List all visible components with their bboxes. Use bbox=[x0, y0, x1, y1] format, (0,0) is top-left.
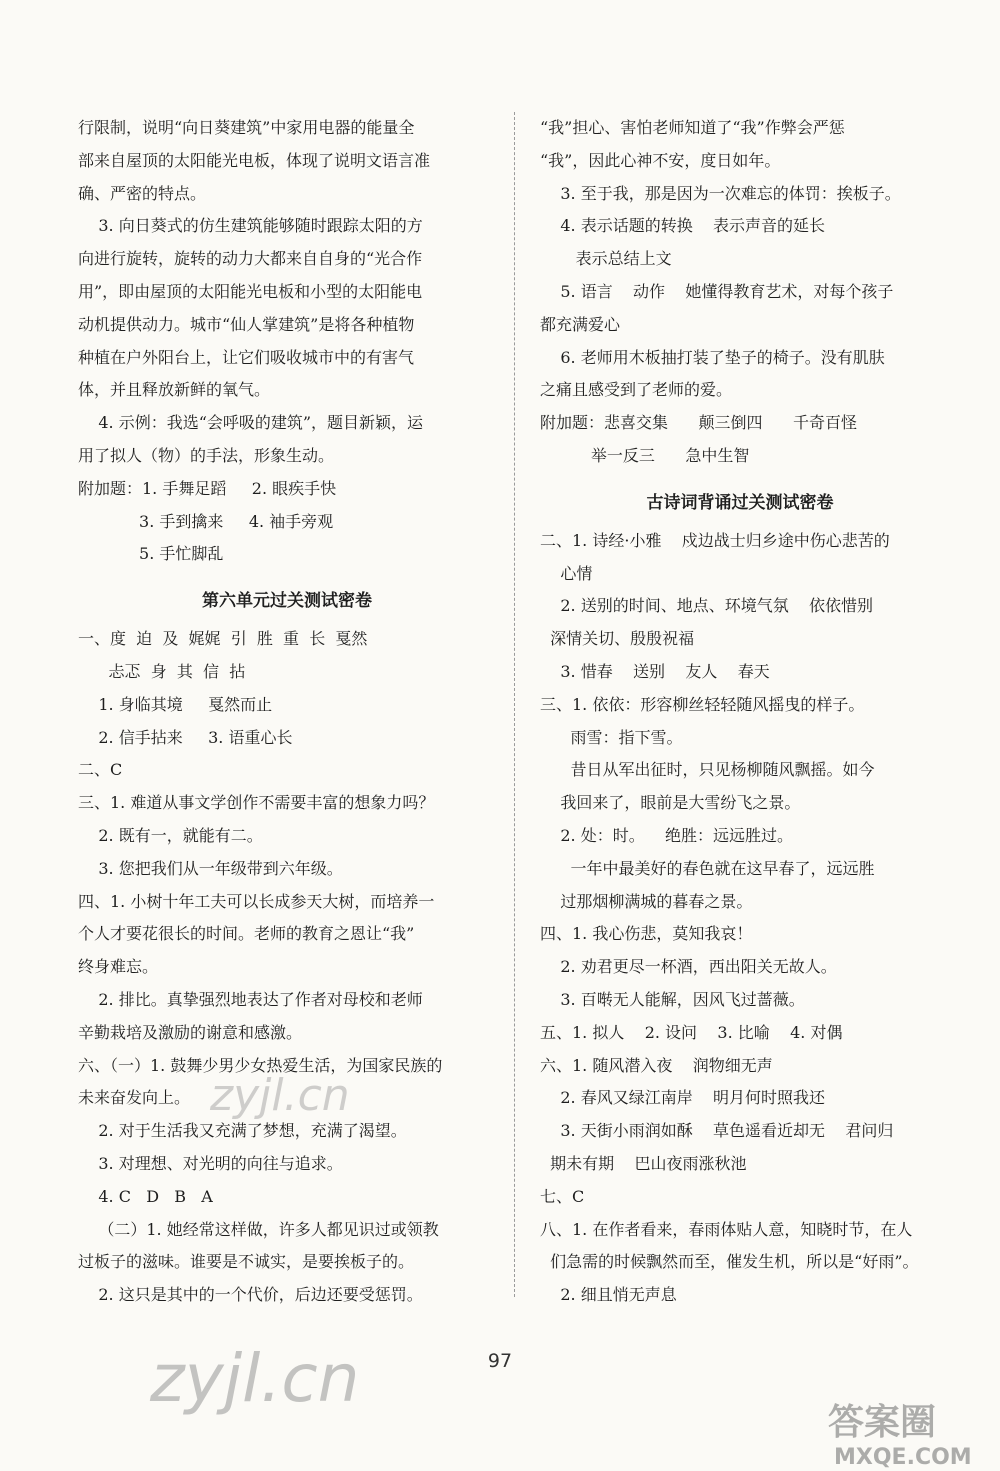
text-line: 忐忑 身 其 信 拈 bbox=[78, 661, 246, 681]
text-line: 2. 这只是其中的一个代价，后边还要受惩罚。 bbox=[78, 1285, 423, 1305]
text-line: 辛勤栽培及激励的谢意和感激。 bbox=[78, 1022, 303, 1042]
section-heading: 第六单元过关测试密卷 bbox=[202, 591, 372, 612]
text-line: 4. 表示话题的转换 表示声音的延长 bbox=[540, 216, 826, 236]
logo-text: 答案圈 bbox=[828, 1402, 937, 1443]
text-line: 3. 对理想、对光明的向往与追求。 bbox=[78, 1153, 343, 1173]
text-line: 我回来了，眼前是大雪纷飞之景。 bbox=[540, 793, 801, 813]
text-line: 种植在户外阳台上，让它们吸收城市中的有害气 bbox=[78, 347, 415, 367]
text-line: 4. C D B A bbox=[78, 1186, 213, 1206]
text-line: 表示总结上文 bbox=[540, 249, 672, 269]
text-line: 行限制，说明“向日葵建筑”中家用电器的能量全 bbox=[78, 118, 415, 137]
text-line: 都充满爱心 bbox=[540, 314, 621, 334]
watermark: zyjl.cn bbox=[150, 1340, 360, 1417]
text-line: 3. 手到擒来 4. 袖手旁观 bbox=[78, 511, 334, 531]
text-line: 二、C bbox=[78, 760, 123, 780]
text-line: 体，并且释放新鲜的氧气。 bbox=[78, 380, 271, 400]
text-line: 之痛且感受到了老师的爱。 bbox=[540, 380, 733, 400]
text-line: （二）1. 她经常这样做，许多人都见识过或领教 bbox=[78, 1219, 439, 1239]
text-line: 3. 天街小雨润如酥 草色遥看近却无 君问归 bbox=[540, 1121, 894, 1141]
text-line: 用了拟人（物）的手法，形象生动。 bbox=[78, 445, 335, 465]
text-line: 昔日从军出征时，只见杨柳随风飘摇。如今 bbox=[540, 760, 875, 780]
text-line: 四、1. 小树十年工夫可以长成参天大树，而培养一 bbox=[78, 891, 435, 911]
text-line: 举一反三 急中生智 bbox=[540, 445, 750, 465]
text-line: 附加题：1. 手舞足蹈 2. 眼疾手快 bbox=[78, 478, 337, 498]
text-line: 5. 手忙脚乱 bbox=[78, 544, 224, 564]
text-line: 部来自屋顶的太阳能光电板，体现了说明文语言准 bbox=[78, 150, 431, 170]
text-line: 七、C bbox=[540, 1186, 585, 1206]
text-line: 附加题：悲喜交集 颠三倒四 千奇百怪 bbox=[540, 413, 858, 433]
text-line: 未来奋发向上。 bbox=[78, 1088, 191, 1108]
text-line: 六、（一）1. 鼓舞少男少女热爱生活，为国家民族的 bbox=[78, 1055, 443, 1075]
text-line: 五、1. 拟人 2. 设问 3. 比喻 4. 对偶 bbox=[540, 1022, 843, 1042]
text-line: “我”，因此心神不安，度日如年。 bbox=[540, 150, 781, 170]
text-line: 用”，即由屋顶的太阳能光电板和小型的太阳能电 bbox=[78, 281, 423, 301]
text-line: 四、1. 我心伤悲，莫知我哀！ bbox=[540, 924, 753, 944]
text-line: 3. 至于我，那是因为一次难忘的体罚：挨板子。 bbox=[540, 183, 901, 203]
page-number: 97 bbox=[487, 1350, 513, 1372]
text-line: 6. 老师用木板抽打装了垫子的椅子。没有肌肤 bbox=[540, 347, 885, 367]
text-line: 动机提供动力。城市“仙人掌建筑”是将各种植物 bbox=[78, 314, 415, 334]
section-heading: 古诗词背诵过关测试密卷 bbox=[646, 492, 834, 513]
text-line: 个人才要花很长的时间。老师的教育之恩让“我” bbox=[78, 924, 415, 944]
text-line: 3. 百啭无人能解，因风飞过蔷薇。 bbox=[540, 989, 805, 1009]
text-line: 三、1. 难道从事文学创作不需要丰富的想象力吗？ bbox=[78, 793, 435, 813]
left-column bbox=[78, 112, 496, 1312]
site-logo bbox=[822, 1390, 1000, 1471]
text-line: 六、1. 随风潜入夜 润物细无声 bbox=[540, 1055, 773, 1075]
text-line: 过那烟柳满城的暮春之景。 bbox=[540, 891, 753, 911]
text-line: 终身难忘。 bbox=[78, 957, 159, 977]
text-line: 八、1. 在作者看来，春雨体贴人意，知晓时节，在人 bbox=[540, 1219, 913, 1239]
text-line: 2. 排比。真挚强烈地表达了作者对母校和老师 bbox=[78, 989, 423, 1009]
text-line: 确、严密的特点。 bbox=[78, 183, 207, 203]
text-line: 三、1. 依依：形容柳丝轻轻随风摇曳的样子。 bbox=[540, 694, 865, 714]
text-line: 2. 送别的时间、地点、环境气氛 依依惜别 bbox=[540, 596, 874, 616]
text-line: 3. 向日葵式的仿生建筑能够随时跟踪太阳的方 bbox=[78, 216, 423, 236]
text-line: 2. 对于生活我又充满了梦想，充满了渴望。 bbox=[78, 1121, 407, 1141]
text-line: 1. 身临其境 戛然而止 bbox=[78, 694, 273, 714]
watermark: zyjl.cn bbox=[210, 1070, 350, 1121]
text-line: 2. 信手拈来 3. 语重心长 bbox=[78, 727, 293, 747]
text-line: 心情 bbox=[540, 563, 593, 583]
text-line: “我”担心、害怕老师知道了“我”作弊会严惩 bbox=[540, 118, 845, 137]
text-line: 们急需的时候飘然而至，催发生机，所以是“好雨”。 bbox=[540, 1252, 919, 1272]
text-line: 一年中最美好的春色就在这早春了，远远胜 bbox=[540, 858, 875, 878]
text-line: 3. 惜春 送别 友人 春天 bbox=[540, 661, 770, 681]
text-line: 2. 既有一，就能有二。 bbox=[78, 825, 263, 845]
right-column bbox=[540, 112, 940, 1312]
text-line: 雨雪：指下雪。 bbox=[540, 727, 683, 747]
text-line: 2. 春风又绿江南岸 明月何时照我还 bbox=[540, 1088, 826, 1108]
text-line: 4. 示例：我选“会呼吸的建筑”，题目新颖，运 bbox=[78, 413, 424, 433]
text-line: 2. 劝君更尽一杯酒，西出阳关无故人。 bbox=[540, 957, 837, 977]
text-line: 3. 您把我们从一年级带到六年级。 bbox=[78, 858, 343, 878]
text-line: 一、度 迫 及 娓娓 引 胜 重 长 戛然 bbox=[78, 629, 368, 649]
logo-url: MXQE.COM bbox=[834, 1445, 972, 1470]
text-line: 深情关切、殷殷祝福 bbox=[540, 629, 695, 649]
text-line: 5. 语言 动作 她懂得教育艺术，对每个孩子 bbox=[540, 281, 894, 301]
text-line: 2. 细且悄无声息 bbox=[540, 1285, 677, 1305]
text-line: 二、1. 诗经·小雅 戍边战士归乡途中伤心悲苦的 bbox=[540, 530, 890, 550]
text-line: 期未有期 巴山夜雨涨秋池 bbox=[540, 1153, 747, 1173]
column-divider bbox=[514, 112, 515, 1297]
text-line: 过板子的滋味。谁要是不诚实，是要挨板子的。 bbox=[78, 1252, 415, 1272]
text-line: 向进行旋转，旋转的动力大都来自自身的“光合作 bbox=[78, 249, 423, 269]
text-line: 2. 处：时。 绝胜：远远胜过。 bbox=[540, 825, 794, 845]
